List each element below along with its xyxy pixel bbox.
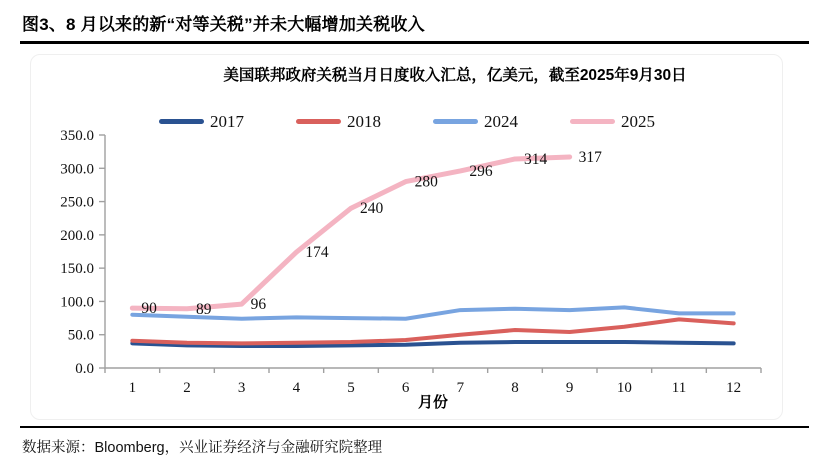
x-tick-label: 1: [128, 380, 137, 396]
figure-title: 图3、8 月以来的新“对等关税”并未大幅增加关税收入: [22, 15, 425, 34]
legend-label-2025: 2025: [621, 111, 655, 131]
y-tick-label: 100.0: [60, 294, 94, 311]
legend-item-2017: [159, 113, 244, 130]
x-tick-label: 2: [183, 380, 191, 396]
legend-item-2025: [570, 113, 655, 130]
legend-swatch-2018: [296, 119, 341, 124]
series-line-2025: [132, 157, 569, 309]
x-axis-title: 月份: [417, 394, 448, 411]
legend-label-2018: 2018: [347, 111, 381, 131]
y-tick-label: 300.0: [60, 161, 94, 178]
data-label-2025: 96: [250, 296, 267, 314]
x-tick-label: 10: [616, 380, 632, 396]
legend-label-2017: 2017: [210, 111, 244, 131]
series-line-2024: [132, 307, 733, 318]
x-tick-label: 11: [671, 380, 687, 396]
legend-label-2024: 2024: [484, 111, 518, 131]
data-label-2025: 89: [196, 300, 212, 318]
data-label-2025: 314: [524, 150, 548, 168]
data-label-2025: 280: [414, 173, 438, 191]
legend-item-2018: [296, 113, 381, 130]
x-tick-label: 3: [237, 380, 246, 396]
x-tick-label: 5: [347, 380, 355, 396]
y-tick-label: 350.0: [60, 128, 94, 144]
legend-swatch-2025: [570, 119, 615, 124]
series-line-2018: [132, 319, 733, 343]
x-tick-label: 4: [292, 380, 301, 396]
x-tick-label: 6: [401, 380, 410, 396]
y-tick-label: 0.0: [75, 361, 94, 377]
y-tick-label: 200.0: [60, 227, 94, 244]
tariff-revenue-chart: [30, 54, 783, 420]
data-label-2025: 317: [578, 148, 602, 166]
y-tick-label: 250.0: [60, 194, 94, 211]
legend-swatch-2024: [433, 119, 478, 124]
legend-swatch-2017: [159, 119, 204, 124]
y-tick-label: 150.0: [60, 261, 94, 278]
x-tick-label: 8: [511, 380, 519, 396]
data-label-2025: 174: [305, 244, 329, 262]
line-chart-plot: [31, 55, 784, 421]
y-tick-label: 50.0: [67, 327, 94, 344]
legend-item-2024: [433, 113, 518, 130]
x-tick-label: 7: [456, 380, 465, 396]
x-tick-label: 12: [726, 380, 742, 396]
x-tick-label: 9: [565, 380, 574, 396]
data-label-2025: 240: [360, 200, 384, 218]
data-label-2025: 296: [469, 162, 493, 180]
chart-title: 美国联邦政府关税当月日度收入汇总，亿美元，截至2025年9月30日: [223, 67, 687, 84]
data-source-note: 数据来源：Bloomberg，兴业证券经济与金融研究院整理: [22, 440, 383, 456]
source-divider: [20, 426, 809, 428]
chart-legend: [159, 111, 779, 131]
data-label-2025: 90: [141, 300, 157, 318]
title-underline: [20, 41, 809, 44]
